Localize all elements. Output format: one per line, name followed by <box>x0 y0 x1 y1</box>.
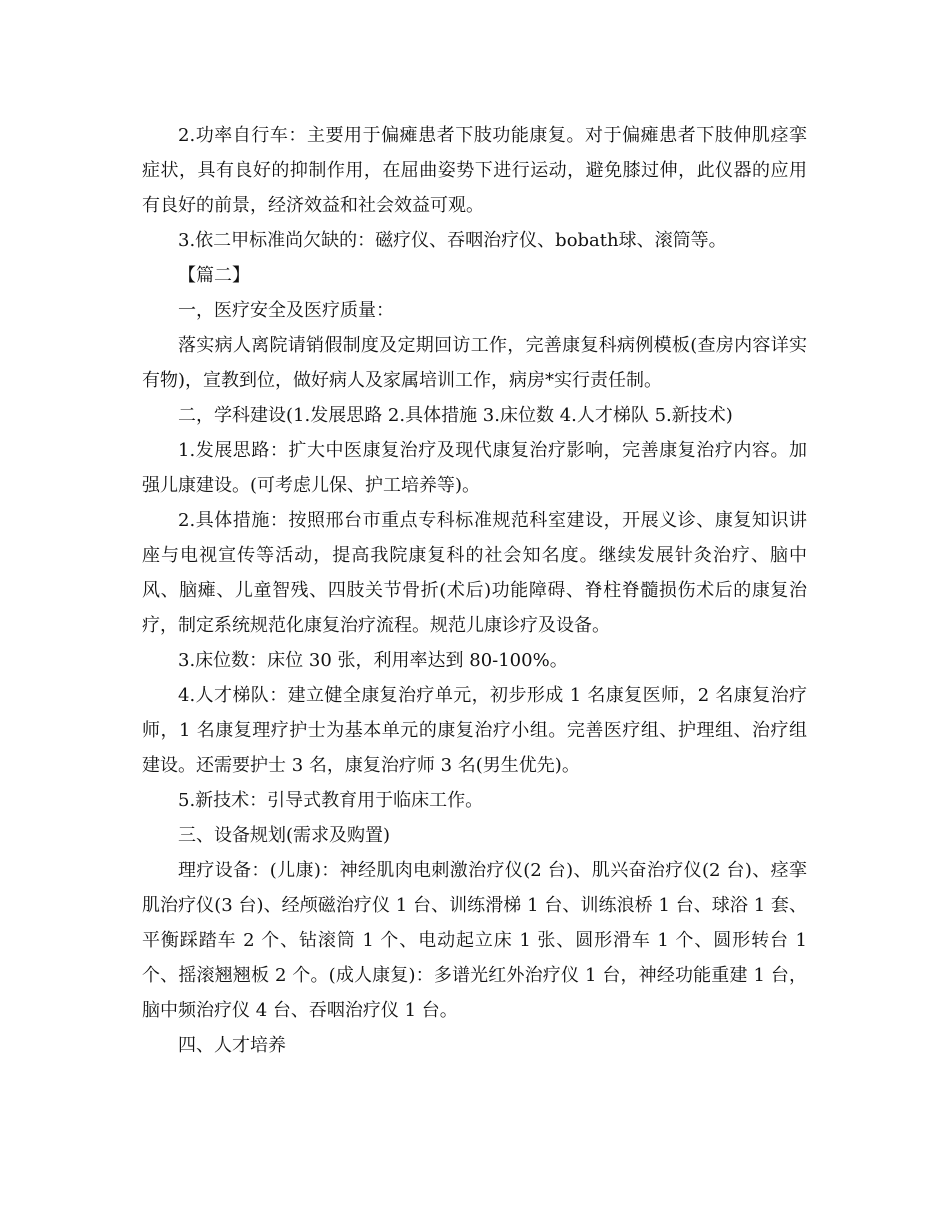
heading-discipline-building: 二，学科建设(1.发展思路 2.具体措施 3.床位数 4.人才梯队 5.新技术) <box>178 405 733 426</box>
heading-equipment-planning: 三、设备规划(需求及购置) <box>178 825 391 846</box>
paragraph-missing-equipment: 3.依二甲标准尚欠缺的：磁疗仪、吞咽治疗仪、bobath球、滚筒等。 <box>178 230 727 251</box>
paragraph-bed-count: 3.床位数：床位 30 张，利用率达到 80-100%。 <box>178 650 568 671</box>
paragraph-talent-echelon: 4.人才梯队：建立健全康复治疗单元，初步形成 1 名康复医师，2 名康复治疗师，1 名康复理疗护士为基本单元的康复治疗小组。完善医疗组、护理组、治疗组建设。还需要护士 3 名，康复治疗师 3 名(男生优先)。 <box>142 685 807 776</box>
paragraph-new-technology: 5.新技术：引导式教育用于临床工作。 <box>178 790 484 811</box>
paragraph-therapy-equipment: 理疗设备：(儿康)：神经肌肉电刺激治疗仪(2 台)、肌兴奋治疗仪(2 台)、痉挛肌治疗仪(3 台)、经颅磁治疗仪 1 台、训练滑梯 1 台、训练浪桥 1 台、球浴 1 套、平衡踩踏车 2 个、钻滚筒 1 个、电动起立床 1 张、圆形滑车 1 个、圆形转台 1 个、摇滚翘翘板 2 个。(成人康复)：多谱光红外治疗仪 1 台，神经功能重建 1 台，脑中频治疗仪 4 台、吞咽治疗仪 1 台。 <box>142 860 807 1021</box>
heading-talent-training: 四、人才培养 <box>178 1035 286 1056</box>
paragraph-power-bicycle: 2.功率自行车：主要用于偏瘫患者下肢功能康复。对于偏瘫患者下肢伸肌痉挛症状，具有良好的抑制作用，在屈曲姿势下进行运动，避免膝过伸，此仪器的应用有良好的前景，经济效益和社会效益可观。 <box>142 125 807 216</box>
paragraph-specific-measures: 2.具体措施：按照邢台市重点专科标准规范科室建设，开展义诊、康复知识讲座与电视宣传等活动，提高我院康复科的社会知名度。继续发展针灸治疗、脑中风、脑瘫、儿童智残、四肢关节骨折(术后)功能障碍、脊柱脊髓损伤术后的康复治疗，制定系统规范化康复治疗流程。规范儿康诊疗及设备。 <box>142 510 807 636</box>
heading-medical-safety: 一，医疗安全及医疗质量： <box>178 300 394 321</box>
paragraph-medical-safety: 落实病人离院请销假制度及定期回访工作，完善康复科病例模板(查房内容详实有物)，宣教到位，做好病人及家属培训工作，病房*实行责任制。 <box>142 335 807 391</box>
paragraph-development-ideas: 1.发展思路：扩大中医康复治疗及现代康复治疗影响，完善康复治疗内容。加强儿康建设。(可考虑儿保、护工培养等)。 <box>142 440 807 496</box>
document-body <box>142 118 807 1063</box>
section-heading-part-two: 【篇二】 <box>178 265 250 286</box>
